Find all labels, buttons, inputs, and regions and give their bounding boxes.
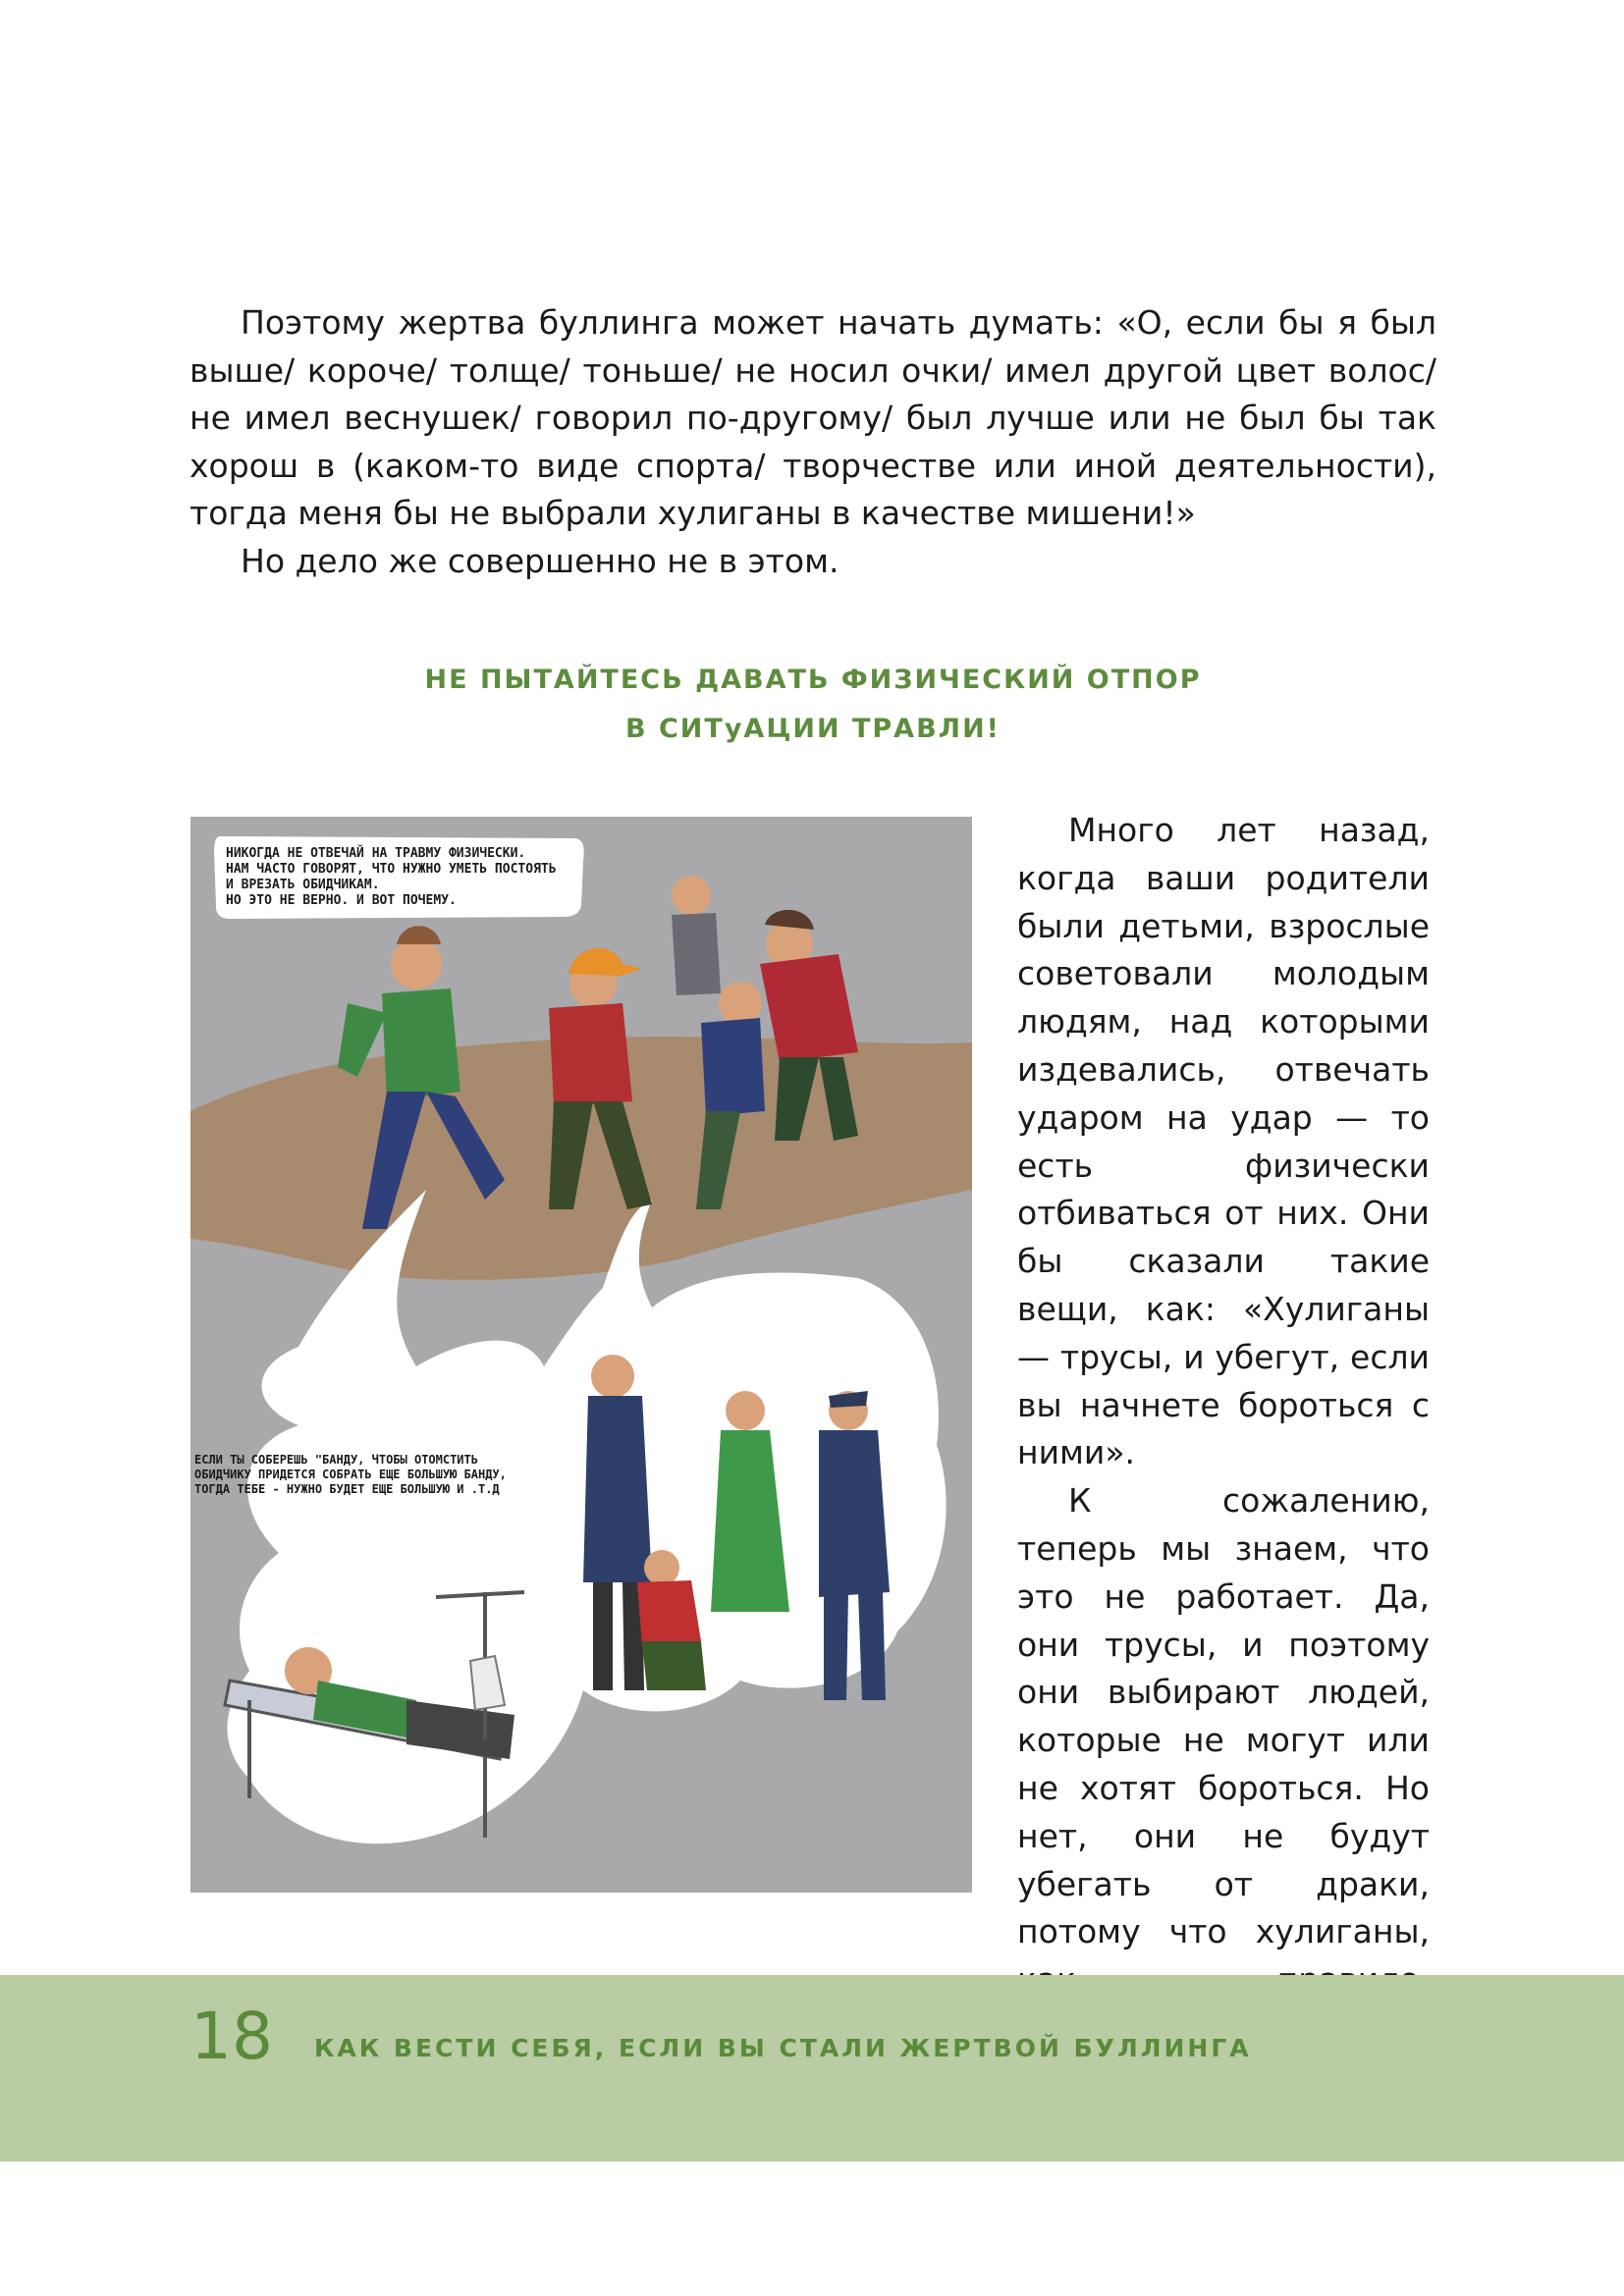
side-paragraph-1: Много лет назад, когда ваши родители были детьми, взрослые советовали молодым людям, над которыми издевались, отвечать ударом на удар — то есть физически отбиваться от них. Они бы сказали такие вещи, как: «Хулиганы — трусы, и убегут, если вы начнете бороться с ними». — [1017, 811, 1430, 1472]
speech-bubble-bottom-text — [194, 1453, 507, 1497]
heading-line-1: НЕ ПЫТАЙТЕСЬ ДАВАТЬ ФИЗИЧЕСКИЙ ОТПОР — [424, 665, 1202, 695]
comic-artwork — [190, 817, 972, 1893]
speech-bubble-top-text — [226, 846, 557, 909]
comic-illustration — [190, 817, 972, 1893]
footer-title: КАК ВЕСТИ СЕБЯ, ЕСЛИ ВЫ СТАЛИ ЖЕРТВОЙ БУЛЛИНГА — [314, 2034, 1252, 2062]
page-number: 18 — [190, 1999, 273, 2074]
heading-line-2: В СИТуАЦИИ ТРАВЛИ! — [625, 714, 1001, 744]
side-paragraph-2: К сожалению, теперь мы знаем, что это не работает. Да, они трусы, и поэтому они выбирают людей, которые не могут или не хотят бороться. Но нет, они не будут убегать от драки, потому что хулиганы, — [1017, 1481, 1430, 1951]
intro-paragraph-2: Но дело же совершенно не в этом. — [241, 541, 839, 580]
bubble2-line-1: ЕСЛИ ТЫ СОБЕРЕШЬ "БАНДУ, ЧТОБЫ ОТОМСТИТЬ — [194, 1453, 478, 1467]
side-text — [1017, 807, 1430, 2148]
bubble1-line-4: НО ЭТО НЕ ВЕРНО. И ВОТ ПОЧЕМУ. — [226, 893, 457, 908]
intro-text — [189, 299, 1436, 585]
bubble2-line-2: ОБИДЧИКУ ПРИДЕТСЯ СОБРАТЬ ЕЩЕ БОЛЬШУЮ БАНДУ, — [194, 1468, 507, 1481]
fighter-background — [672, 876, 721, 995]
bubble1-line-1: НИКОГДА НЕ ОТВЕЧАЙ НА ТРАВМУ ФИЗИЧЕСКИ. — [226, 846, 526, 861]
section-heading — [189, 656, 1436, 754]
bubble2-line-3: ТОГДА ТЕБЕ - НУЖНО БУДЕТ ЕЩЕ БОЛЬШУЮ И .Т.Д — [194, 1482, 500, 1496]
intro-paragraph-1: Поэтому жертва буллинга может начать думать: «О, если бы я был выше/ короче/ толще/ тоньше/ не носил очки/ имел другой цвет волос/ не имел веснушек/ говорил по-другому/ был лучше или не был бы так хорош в (каком-то виде спорта/ творчестве или иной деятельности), тогда меня бы не выбрали хулиганы в качестве мишени!» — [189, 303, 1436, 532]
bubble1-line-3: И ВРЕЗАТЬ ОБИДЧИКАМ. — [226, 878, 380, 892]
bubble1-line-2: НАМ ЧАСТО ГОВОРЯТ, ЧТО НУЖНО УМЕТЬ ПОСТОЯТЬ — [226, 862, 557, 877]
